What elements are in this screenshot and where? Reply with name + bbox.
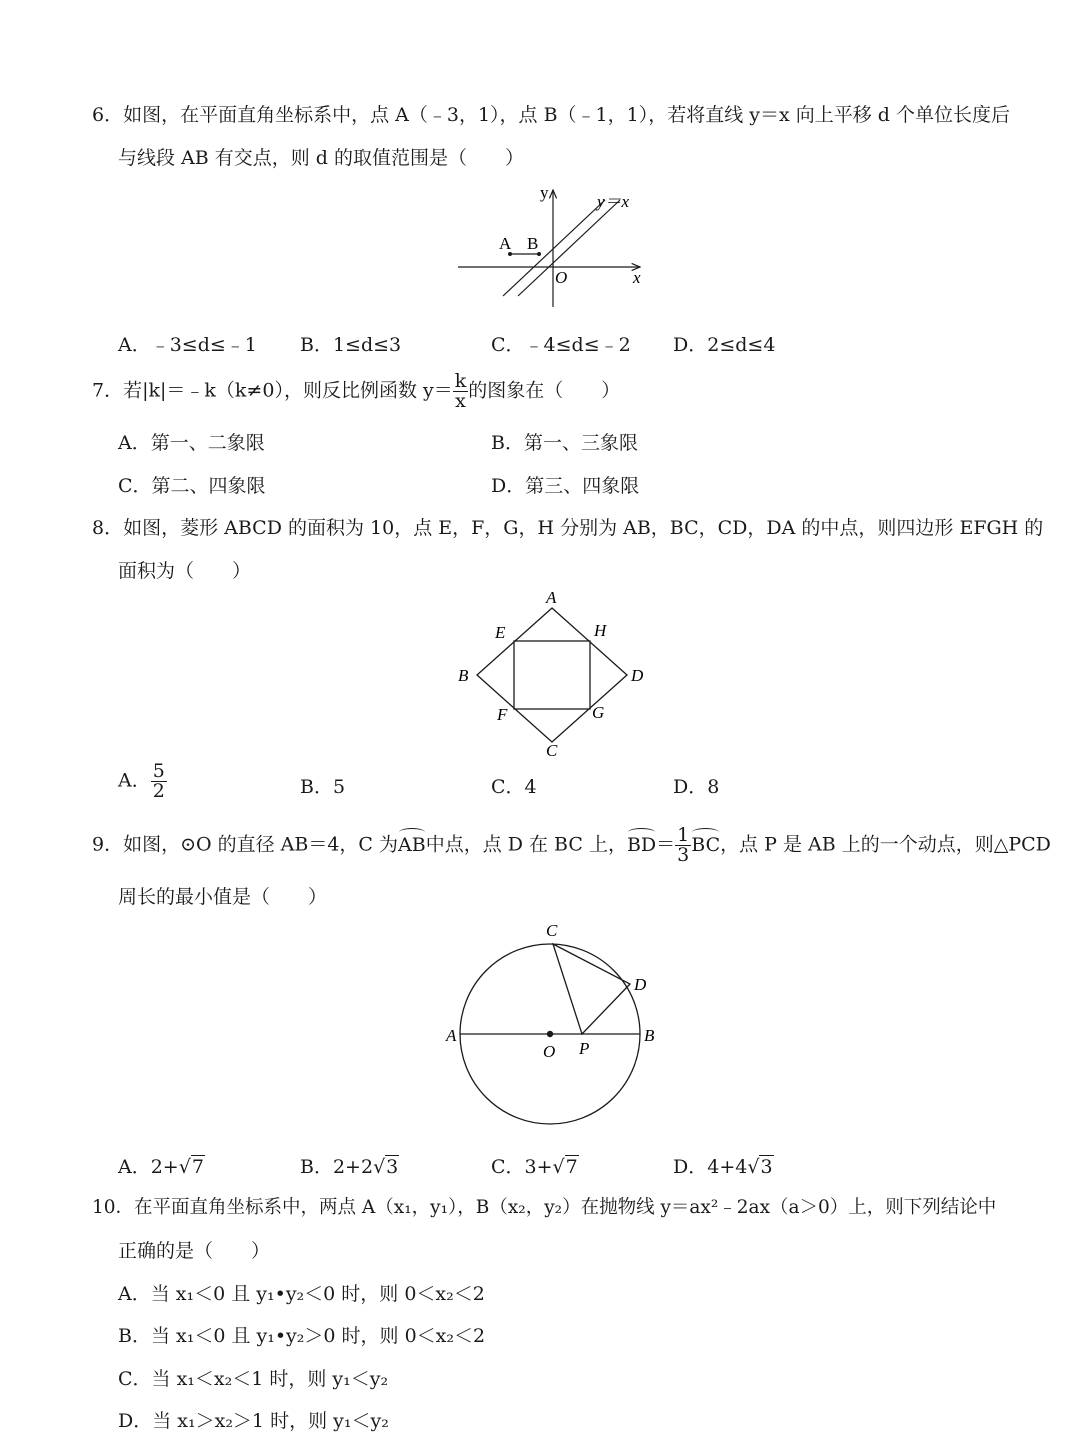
q6-option-a[interactable]: A．﹣3≤d≤﹣1 (118, 334, 257, 356)
q8-option-a-den: 2 (152, 780, 165, 802)
q7-option-d[interactable]: D．第三、四象限 (491, 475, 640, 497)
q9-option-c[interactable] (491, 1152, 579, 1179)
rectangle-efgh (514, 641, 590, 709)
q9-stem-part3: ，点 P 是 AB 上的一个动点，则△PCD (720, 833, 1051, 856)
q6-stem-line2: 与线段 AB 有交点，则 d 的取值范围是（ ） (118, 147, 525, 169)
q8-option-a[interactable] (118, 762, 167, 801)
label-f: F (497, 705, 508, 724)
q7-fraction (453, 372, 469, 411)
q7-stem-pre: 7．若|k|＝﹣k（k≠0），则反比例函数 y＝ (92, 379, 453, 402)
q10-option-c[interactable]: C．当 x₁＜x₂＜1 时，则 y₁＜y₂ (118, 1368, 389, 1390)
q9-arc-ab: AB (398, 833, 426, 856)
q9-option-c-text: C．3+ (491, 1156, 553, 1178)
q8-stem-line2: 面积为（ ） (118, 560, 252, 582)
label-a: A (499, 234, 512, 253)
q9-figure (440, 920, 660, 1130)
triangle-pcd (553, 944, 630, 1034)
q9-frac-num: 1 (677, 824, 690, 846)
q8-figure (450, 584, 650, 760)
q10-option-b[interactable]: B．当 x₁＜0 且 y₁•y₂＞0 时，则 0＜x₂＜2 (118, 1325, 486, 1347)
q7-option-c[interactable]: C．第二、四象限 (118, 475, 266, 497)
label-x-axis: x (633, 268, 641, 287)
sqrt-icon: √ (373, 1156, 386, 1178)
q8-option-b[interactable]: B．5 (300, 776, 346, 798)
q9-option-d[interactable] (673, 1152, 774, 1179)
q9-equals: ＝ (656, 833, 676, 856)
sqrt-icon: √ (552, 1156, 565, 1178)
label-h: H (594, 621, 607, 640)
label-o: O (555, 268, 568, 287)
label-c: C (546, 741, 558, 760)
q9-option-d-text: D．4+4 (673, 1156, 748, 1178)
q7-option-b[interactable]: B．第一、三象限 (491, 432, 638, 454)
q6-option-b[interactable]: B．1≤d≤3 (300, 334, 402, 356)
shifted-line-1 (503, 200, 605, 296)
q9-option-b-radicand: 3 (386, 1156, 399, 1178)
q9-arc-bd: BD (626, 833, 657, 856)
label-y-eq-x: y＝x (597, 192, 630, 211)
q8-option-a-num: 5 (152, 760, 165, 782)
q9-option-d-radicand: 3 (760, 1156, 773, 1178)
q9-option-a-radicand: 7 (191, 1156, 204, 1178)
q7-stem-post: 的图象在（ ） (468, 379, 621, 402)
q9-option-a[interactable] (118, 1152, 205, 1179)
q9-option-c-radicand: 7 (565, 1156, 578, 1178)
q10-stem-line2: 正确的是（ ） (118, 1240, 271, 1262)
center-o (547, 1031, 553, 1037)
q6-figure (455, 182, 655, 310)
label-d: D (634, 975, 647, 994)
label-a: A (546, 588, 557, 607)
label-b: B (644, 1026, 655, 1045)
label-c: C (546, 921, 558, 940)
q9-frac-den: 3 (677, 844, 690, 866)
label-p: P (579, 1039, 590, 1058)
label-d: D (631, 666, 644, 685)
q9-arc-bc: BC (691, 833, 721, 856)
q9-stem-part1: 9．如图，⊙O 的直径 AB＝4，C 为 (92, 833, 399, 856)
q7-frac-num: k (454, 370, 467, 392)
q9-option-b-text: B．2+2 (300, 1156, 374, 1178)
q6-stem-line1: 6．如图，在平面直角坐标系中，点 A（﹣3，1），点 B（﹣1，1），若将直线 y＝x 向上平移 d 个单位长度后 (92, 104, 1010, 126)
q8-option-a-prefix: A． (118, 769, 151, 792)
q8-option-d[interactable]: D．8 (673, 776, 720, 798)
q7-frac-den: x (455, 390, 466, 412)
q6-option-d[interactable]: D．2≤d≤4 (673, 334, 776, 356)
q10-stem-line1: 10．在平面直角坐标系中，两点 A（x₁，y₁），B（x₂，y₂）在抛物线 y＝ax²﹣2ax（a＞0）上，则下列结论中 (92, 1197, 997, 1218)
sqrt-icon: √ (178, 1156, 191, 1178)
sqrt-icon: √ (747, 1156, 760, 1178)
q9-fraction (675, 826, 691, 865)
q6-option-c[interactable]: C．﹣4≤d≤﹣2 (491, 334, 631, 356)
q10-option-d[interactable]: D．当 x₁＞x₂＞1 时，则 y₁＜y₂ (118, 1410, 389, 1432)
q9-option-a-text: A．2+ (118, 1156, 179, 1178)
label-e: E (495, 623, 506, 642)
q9-stem-line1 (92, 826, 1051, 865)
label-o: O (543, 1042, 556, 1061)
q7-stem (92, 372, 620, 411)
label-y-axis: y (540, 183, 549, 202)
q9-stem-part2: 中点，点 D 在 BC 上， (425, 833, 627, 856)
label-g: G (592, 703, 605, 722)
label-a: A (446, 1026, 457, 1045)
label-b: B (458, 666, 469, 685)
q7-option-a[interactable]: A．第一、二象限 (118, 432, 265, 454)
q8-option-a-fraction (151, 762, 167, 801)
q9-option-b[interactable] (300, 1152, 399, 1179)
q8-stem-line1: 8．如图，菱形 ABCD 的面积为 10，点 E，F，G，H 分别为 AB，BC，CD，DA 的中点，则四边形 EFGH 的 (92, 517, 1044, 539)
q10-option-a[interactable]: A．当 x₁＜0 且 y₁•y₂＜0 时，则 0＜x₂＜2 (118, 1283, 485, 1305)
q9-stem-line2: 周长的最小值是（ ） (118, 886, 328, 908)
label-b: B (527, 234, 539, 253)
q8-option-c[interactable]: C．4 (491, 776, 537, 798)
